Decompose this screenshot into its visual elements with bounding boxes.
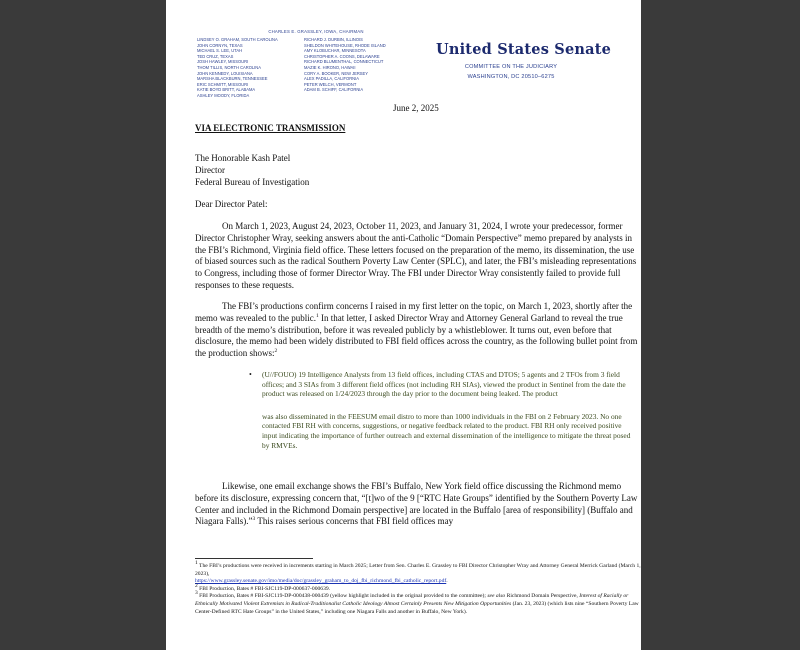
member-name: SHELDON WHITEHOUSE, RHODE ISLAND bbox=[304, 42, 386, 48]
recipient-name: The Honorable Kash Patel bbox=[195, 153, 291, 163]
paragraph-text: Likewise, one email exchange shows the FBI’s Buffalo, New York field office discussing the Richmond memo before its disclosure, expressing concern that, “[t]wo of the 9 [“RTC Hate Groups” identified by the Southern Poverty Law Center and included in the Richmond Domain perspective] are located in the Buffalo [area of responsibility] (Buffalo and Niagara Falls).” bbox=[195, 481, 638, 527]
footnote-text: The FBI’s productions were received in increments starting in March 2025; Letter from Sen. Charles E. Grassley to FBI Director Christopher Wray and Attorney General Merrick Garland (March 1, 2023), bbox=[195, 563, 641, 577]
bullet-icon: • bbox=[249, 370, 252, 379]
member-name: THOM TILLIS, NORTH CAROLINA bbox=[197, 64, 261, 70]
footnote-text: FBI Production, Bates # FBI-SJC119-DP-000637-000639. bbox=[197, 585, 331, 592]
footnote-link[interactable]: https://www.grassley.senate.gov/imo/media/doc/grassley_graham_to_doj_fbi_richmond_fbi_catholic_report.pdf bbox=[195, 578, 447, 585]
member-name: TED CRUZ, TEXAS bbox=[197, 53, 234, 59]
member-name: AMY KLOBUCHAR, MINNESOTA bbox=[304, 48, 366, 54]
footnote-ref-1[interactable]: 1 bbox=[315, 312, 319, 319]
footnote-italic: Interest of Racially or Ethnically Motivated Violent Extremists in Radical-Traditionalist Catholic Ideology Almost Certainly Presents New Mitigation Opportunities bbox=[195, 593, 629, 607]
footnote-1 bbox=[195, 560, 641, 586]
member-name: JOSH HAWLEY, MISSOURI bbox=[197, 59, 249, 65]
bullet-text-part-1: (U//FOUO) 19 Intelligence Analysts from 13 field offices, including CTAS and DTOS; 5 agents and 2 TFOs from 3 field offices; and 3 SIAs from 3 different field offices (not including RH SIAs), viewed the product in Sentinel from the date the product was released on 1/24/2023 through the day prior to the document being leaked. The product bbox=[262, 370, 626, 399]
footnote-number: 3 bbox=[195, 590, 198, 597]
committee-name: COMMITTEE ON THE JUDICIARY bbox=[464, 64, 558, 70]
footnote-text: (Jan. 23, 2023) (which lists nine “Southern Poverty Law Center-Defined RTC Hate Groups” in the United States,” including one Niagara Falls and another in Buffalo, New York). bbox=[195, 600, 639, 615]
member-name: CORY A. BOOKER, NEW JERSEY bbox=[304, 70, 369, 76]
recipient-title: Director bbox=[195, 165, 225, 175]
footnote-ref-3[interactable]: 3 bbox=[252, 516, 256, 523]
footnote-text: . bbox=[446, 578, 448, 585]
chairman-line: CHARLES E. GRASSLEY, IOWA, CHAIRMAN bbox=[268, 29, 364, 34]
footnote-number: 2 bbox=[195, 582, 198, 589]
paragraph-2 bbox=[195, 301, 641, 360]
paragraph-text: In that letter, I asked Director Wray and Attorney General Garland to reveal the true breadth of the memo’s distribution, before it was revealed publicly by a whistleblower. It turns out, even before that disclosure, the memo had been widely distributed to FBI field offices across the country, as the following bullet point from the production shows: bbox=[195, 312, 638, 359]
footnote-divider bbox=[195, 558, 313, 559]
member-name: ERIC SCHMITT, MISSOURI bbox=[197, 81, 249, 87]
minority-members-list bbox=[304, 37, 386, 93]
senate-title: United States Senate bbox=[436, 41, 612, 58]
paragraph-1: On March 1, 2023, August 24, 2023, October 11, 2023, and January 31, 2024, I wrote your predecessor, former Director Christopher Wray, seeking answers about the anti-Catholic “Domain Perspective” memo prepared by analysts in the FBI’s Richmond, Virginia field office. These letters focused on the preparation of the memo, its dissemination, the use of biased sources such as the radical Southern Poverty Law Center (SPLC), and later, the FBI’s misleading representations to Congress, including those of former Director Wray. The FBI under Director Wray consistently failed to provide full responses to these requests. bbox=[195, 221, 637, 290]
member-name: LINDSEY O. GRAHAM, SOUTH CAROLINA bbox=[197, 37, 278, 42]
footnote-italic: see also bbox=[487, 593, 506, 600]
quoted-bullet bbox=[249, 370, 638, 450]
recipient-org: Federal Bureau of Investigation bbox=[195, 177, 310, 187]
member-name: ASHLEY MOODY, FLORIDA bbox=[197, 92, 250, 98]
paragraph-text: The FBI’s productions confirm concerns I raised in my first letter on the topic, on March 1, 2023, shortly after the memo was revealed to the public. bbox=[195, 301, 633, 323]
footnote-text: Richmond Domain Perspective, bbox=[505, 593, 580, 600]
member-name: ALEX PADILLA, CALIFORNIA bbox=[304, 76, 359, 82]
footnote-3 bbox=[195, 590, 641, 616]
letter-date: June 2, 2025 bbox=[393, 103, 439, 113]
member-name: RICHARD BLUMENTHAL, CONNECTICUT bbox=[304, 59, 384, 65]
salutation: Dear Director Patel: bbox=[195, 199, 268, 209]
member-name: MAZIE K. HIRONO, HAWAII bbox=[304, 64, 356, 70]
member-name: MICHAEL S. LEE, UTAH bbox=[197, 48, 243, 54]
footnote-number: 1 bbox=[195, 560, 198, 567]
footnote-text: FBI Production, Bates # FBI-SJC119-DP-000438-000439 (yellow highlight included in the original provided to the committee); bbox=[197, 593, 488, 600]
member-name: MARSHA BLACKBURN, TENNESSEE bbox=[197, 76, 268, 82]
majority-members-list bbox=[197, 37, 278, 99]
bullet-text-part-2: was also disseminated in the FEESUM email distro to more than 1000 individuals in the FBI on 2 February 2023. No one contacted FBI RH with concerns, suggestions, or negative feedback related to the product. FBI RH only received positive input indicating the importance of further outreach and external dissemination of the intelligence to mitigate the threat posed by RMVEs. bbox=[262, 411, 631, 450]
member-name: ADAM B. SCHIFF, CALIFORNIA bbox=[304, 87, 364, 93]
member-name: JOHN KENNEDY, LOUISIANA bbox=[197, 70, 253, 76]
member-name: KATIE BOYD BRITT, ALABAMA bbox=[197, 87, 256, 93]
footnotes bbox=[195, 560, 641, 616]
paragraph-3 bbox=[195, 481, 641, 528]
paragraph-text: This raises serious concerns that FBI field offices may bbox=[255, 516, 454, 527]
member-name: PETER WELCH, VERMONT bbox=[304, 81, 357, 87]
footnote-ref-2[interactable]: 2 bbox=[274, 348, 278, 355]
recipient-block bbox=[195, 152, 309, 188]
member-name: JOHN CORNYN, TEXAS bbox=[197, 42, 243, 48]
transmission-heading: VIA ELECTRONIC TRANSMISSION bbox=[195, 123, 346, 133]
document-page bbox=[166, 0, 641, 650]
member-name: RICHARD J. DURBIN, ILLINOIS bbox=[304, 37, 363, 42]
member-name: CHRISTOPHER A. COONS, DELAWARE bbox=[304, 53, 380, 59]
committee-address: WASHINGTON, DC 20510–6275 bbox=[467, 74, 555, 80]
